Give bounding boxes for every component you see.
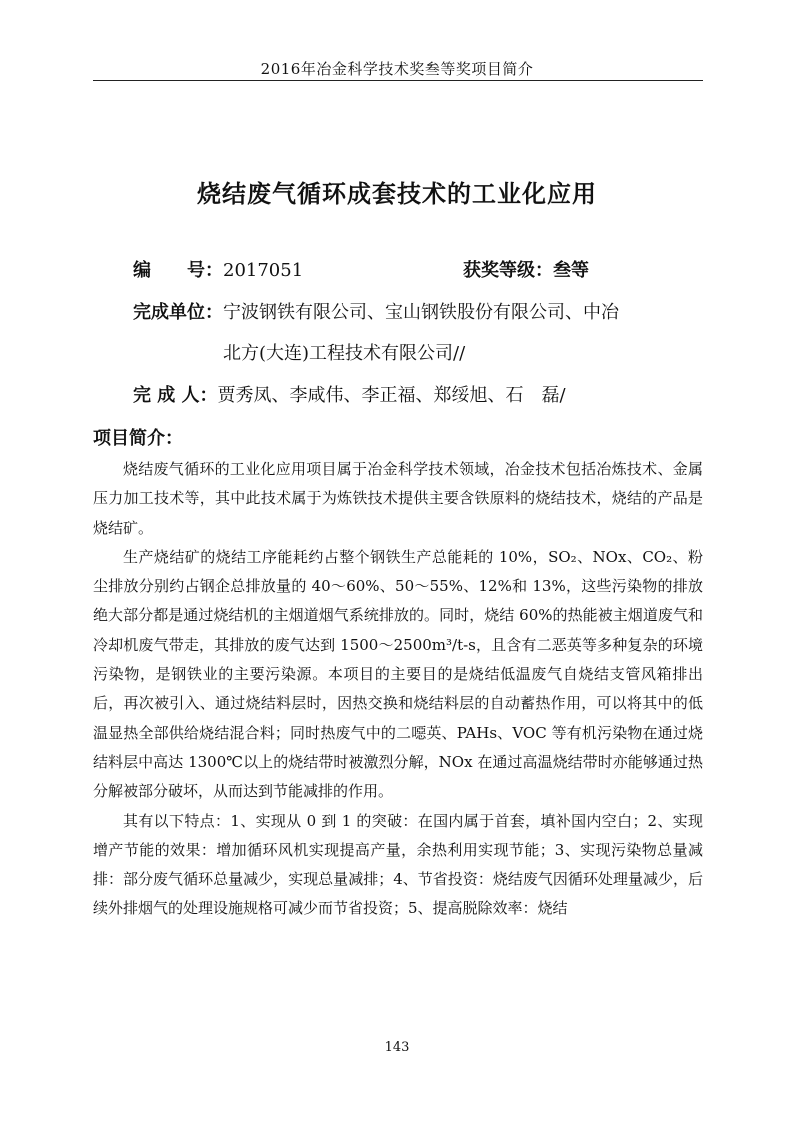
paragraph: 生产烧结矿的烧结工序能耗约占整个钢铁生产总能耗的 10%，SO₂、NOx、CO₂、粉尘排放分别约占钢企总排放量的 40～60%、50～55%、12%和 13%，这些污染物的排放绝大部分都是通过烧结机的主烟道烟气系统排放的。同时，烧结 60%的热能被主烟道废气和冷却机废气带走，其排放的废气达到 1500～2500m³/t-s，且含有二恶英等多种复杂的环境污染物，是钢铁业的主要污染源。本项目的主要目的是烧结低温废气自烧结支管风箱排出后，再次被引入、通过烧结料层时，因热交换和烧结料层的自动蓄热作用，可以将其中的低温显热全部供给烧结混合料；同时热废气中的二噁英、PAHs、VOC 等有机污染物在通过烧结料层中高达 1300℃以上的烧结带时被激烈分解，NOx 在通过高温烧结带时亦能够通过热分解被部分破坏，从而达到节能减排的作用。: [93, 547, 703, 801]
project-number-value: 2017051: [223, 260, 304, 281]
completing-persons-label: 完 成 人：: [133, 385, 218, 406]
document-title: 烧结废气循环成套技术的工业化应用: [197, 180, 597, 208]
page-number: 143: [384, 1040, 410, 1055]
award-level-value: 叁等: [553, 260, 589, 281]
paragraph: 其有以下特点：1、实现从 0 到 1 的突破：在国内属于首套，填补国内空白；2、实现增产节能的效果：增加循环风机实现提高产量，余热利用实现节能；3、实现污染物总量减排：部分废气循环总量减少，实现总量减排；4、节省投资：烧结废气因循环处理量减少，后续外排烟气的处理设施规格可减少而节省投资；5、提高脱除效率：烧结: [93, 811, 703, 918]
award-level-label: 获奖等级：: [463, 260, 553, 281]
project-number-label: 编 号：: [133, 260, 223, 281]
project-number-row: [133, 259, 303, 283]
project-description: [93, 455, 703, 924]
header-divider: [93, 80, 703, 81]
completing-persons-row: [133, 384, 566, 408]
award-level-row: [463, 259, 589, 283]
paragraph: 烧结废气循环的工业化应用项目属于冶金科学技术领域，冶金技术包括冶炼技术、金属压力加工技术等，其中此技术属于为炼铁技术提供主要含铁原料的烧结技术，烧结的产品是烧结矿。: [93, 460, 703, 537]
completing-units-label: 完成单位：: [133, 302, 223, 323]
section-heading: 项目简介：: [93, 428, 183, 449]
completing-units-line2: 北方(大连)工程技术有限公司//: [223, 343, 466, 364]
completing-units-line1: 宁波钢铁有限公司、宝山钢铁股份有限公司、中冶: [223, 302, 619, 323]
header-text: 2016年冶金科学技术奖叁等奖项目简介: [260, 60, 534, 78]
completing-persons-value: 贾秀凤、李咸伟、李正福、郑绥旭、石 磊/: [217, 385, 566, 406]
completing-units-row: [133, 301, 619, 325]
